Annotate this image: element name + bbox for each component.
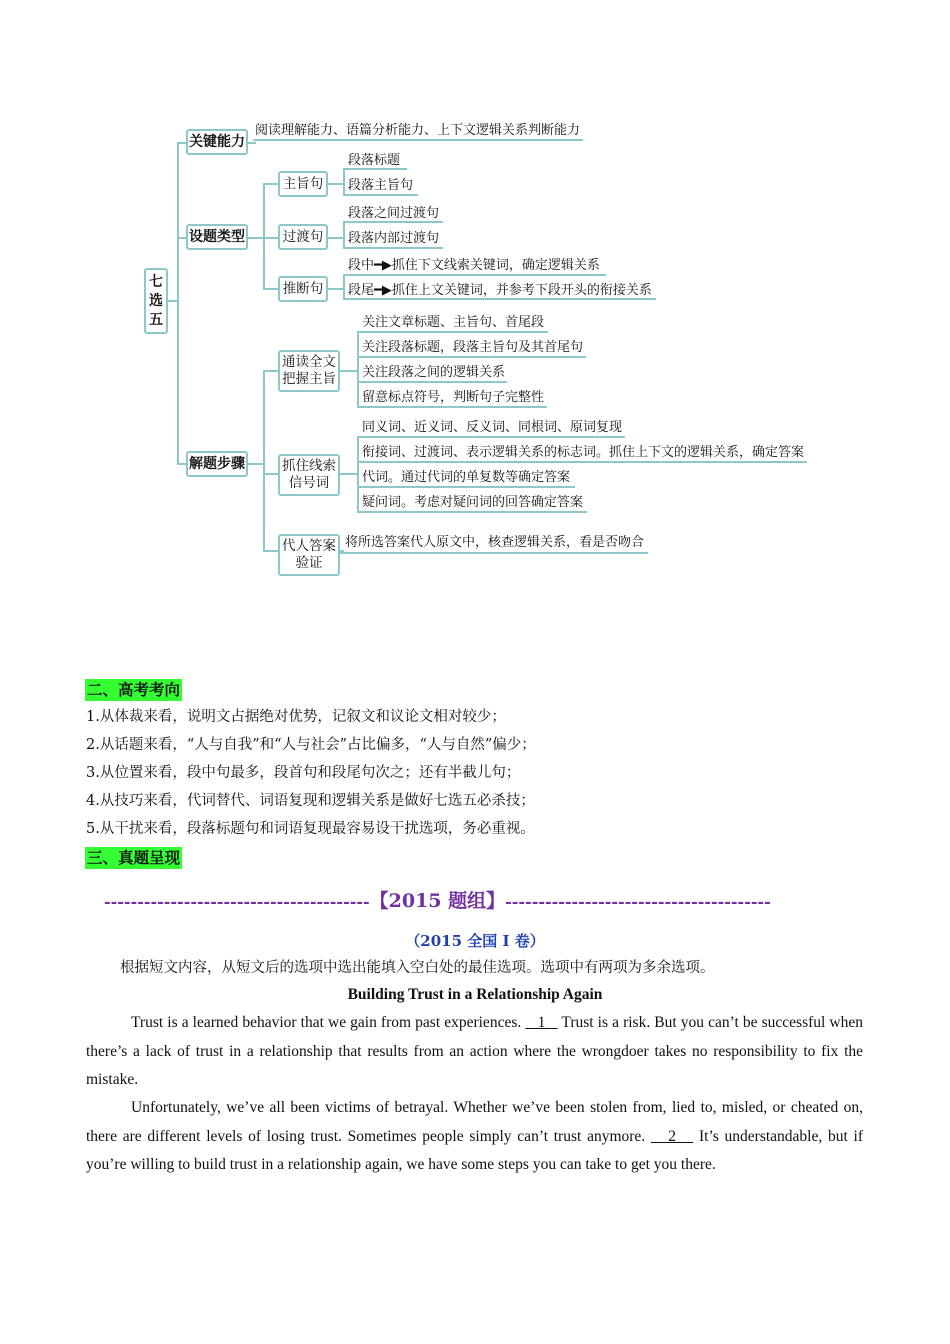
- read-item-3: 关注段落之间的逻辑关系: [362, 365, 506, 380]
- key-ability-node: 关键能力: [186, 129, 248, 155]
- solving-steps-node: 解题步骤: [186, 451, 248, 477]
- section3-heading: 三、真题呈现: [87, 849, 181, 867]
- clue-item-4: 疑问词。考虑对疑问词的回答确定答案: [362, 495, 584, 510]
- transition-item-1: 段落之间过渡句: [348, 206, 440, 221]
- group-divider: ----------------------------------------【2015 题组】----------------------------------------: [104, 890, 771, 912]
- mind-map: [0, 0, 950, 600]
- section2-heading: 二、高考考向: [87, 681, 181, 699]
- passage-paragraph-1: Trust is a learned behavior that we gain from past experiences. 1 Trust is a risk. But you can’t be successful when there’s a lack of trust in a relationship that results from an action where the wrongdoer takes no responsibility to fix the mistake.: [86, 1014, 863, 1088]
- topic-sentence-node: 主旨句: [278, 171, 328, 197]
- transition-item-2: 段落内部过渡句: [348, 231, 440, 246]
- inference-item-2: 段尾━▶抓住上文关键词，并参考下段开头的衔接关系: [348, 283, 652, 298]
- passage-paragraph-2: Unfortunately, we’ve all been victims of betrayal. Whether we’ve been stolen from, lied to, misled, or cheated on, there are different levels of losing trust. Sometimes people simply can’t trust anymore. 2 It’s understandable, but if you’re willing to build trust in a relationship again, we have some steps you can take to get you there.: [86, 1099, 864, 1173]
- trend-item-2: 2.从话题来看，“人与自我”和“人与社会”占比偏多，“人与自然”偏少；: [86, 737, 536, 753]
- mindmap-root-label: 七选五: [149, 274, 163, 328]
- exam-instruction: 根据短文内容，从短文后的选项中选出能填入空白处的最佳选项。选项中有两项为多余选项。: [120, 960, 715, 976]
- trend-item-5: 5.从干扰来看，段落标题句和词语复现最容易设干扰选项，务必重视。: [86, 821, 535, 837]
- blank-2: 2: [650, 1127, 694, 1145]
- key-ability-desc: 阅读理解能力、语篇分析能力、上下文逻辑关系判断能力: [255, 123, 581, 138]
- clue-item-3: 代词。通过代词的单复数等确定答案: [362, 470, 571, 485]
- exam-subtitle: （2015 全国 I 卷）: [405, 932, 545, 950]
- inference-sentence-node: 推断句: [278, 276, 328, 302]
- read-item-2: 关注段落标题，段落主旨句及其首尾句: [362, 340, 584, 355]
- mindmap-root: [144, 268, 168, 334]
- clue-item-2: 衔接词、过渡词、表示逻辑关系的标志词。抓住上下文的逻辑关系，确定答案: [362, 445, 805, 460]
- blank-1: 1: [525, 1014, 558, 1031]
- read-item-4: 留意标点符号，判断句子完整性: [362, 390, 545, 405]
- read-whole-node: 通读全文把握主旨: [278, 350, 340, 392]
- transition-sentence-node: 过渡句: [278, 224, 328, 250]
- topic-item-1: 段落标题: [348, 153, 401, 168]
- question-types-node: 设题类型: [186, 224, 248, 250]
- topic-item-2: 段落主旨句: [348, 178, 414, 193]
- read-item-1: 关注文章标题、主旨句、首尾段: [362, 315, 545, 330]
- verify-desc: 将所选答案代人原文中，核查逻辑关系，看是否吻合: [345, 535, 645, 550]
- group-label: 【2015 题组】: [369, 890, 506, 912]
- inference-item-1: 段中━▶抓住下文线索关键词，确定逻辑关系: [348, 258, 600, 273]
- passage-title: Building Trust in a Relationship Again: [347, 986, 603, 1003]
- trend-item-3: 3.从位置来看，段中句最多，段首句和段尾句次之；还有半截儿句；: [86, 765, 521, 781]
- clue-words-node: 抓住线索信号词: [278, 454, 340, 496]
- trend-item-4: 4.从技巧来看，代词替代、词语复现和逻辑关系是做好七选五必杀技；: [86, 793, 535, 809]
- trend-item-1: 1.从体裁来看，说明文占据绝对优势，记叙文和议论文相对较少；: [86, 709, 506, 725]
- clue-item-1: 同义词、近义词、反义词、同根词、原词复现: [362, 420, 623, 435]
- verify-answer-node: 代人答案验证: [278, 534, 340, 576]
